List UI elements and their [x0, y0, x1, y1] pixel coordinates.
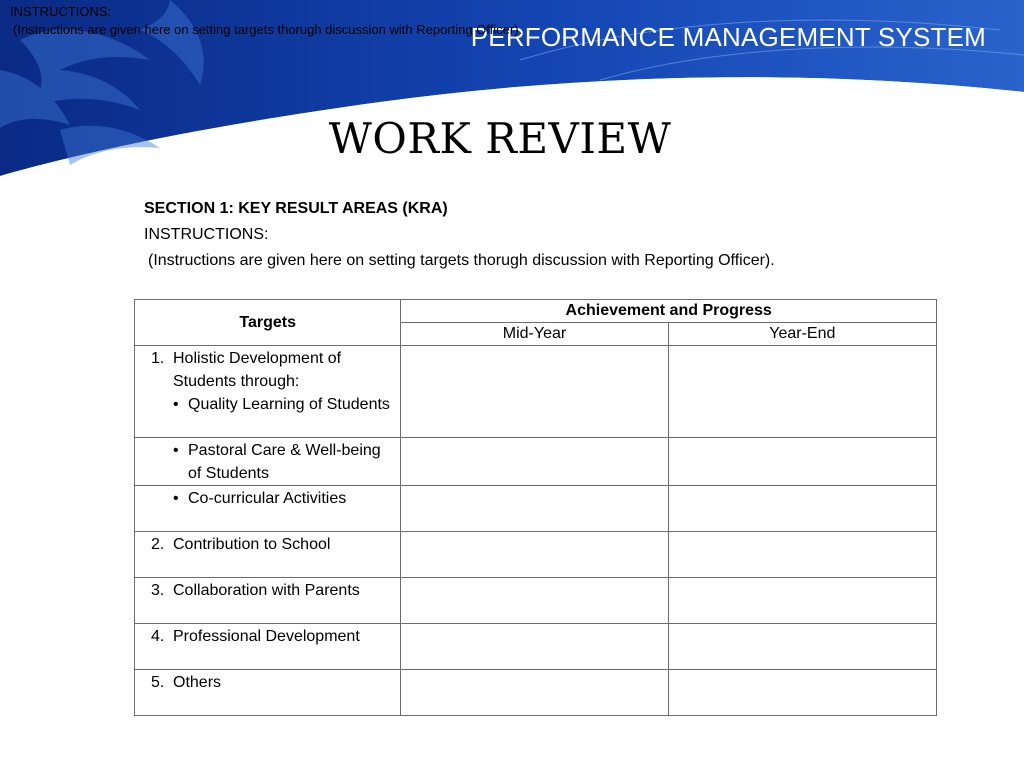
table-row: [135, 486, 937, 532]
year-end-cell[interactable]: [668, 624, 936, 670]
numbered-item: [151, 671, 394, 694]
col-header-mid-year: Mid-Year: [401, 323, 668, 346]
overlay-instructions-label: INSTRUCTIONS:: [10, 4, 112, 19]
mid-year-cell[interactable]: [401, 624, 668, 670]
mid-year-cell[interactable]: [401, 670, 668, 716]
table-row: [135, 578, 937, 624]
mid-year-cell[interactable]: [401, 346, 668, 438]
item-number: 2.: [151, 536, 165, 553]
table-header-row-1: [135, 300, 937, 323]
bullet-icon: •: [173, 490, 179, 507]
target-cell: [135, 670, 401, 716]
year-end-cell[interactable]: [668, 438, 936, 486]
year-end-cell[interactable]: [668, 532, 936, 578]
system-title: PERFORMANCE MANAGEMENT SYSTEM: [470, 22, 986, 52]
kra-table: [134, 299, 937, 716]
numbered-item: [151, 625, 394, 648]
section-heading: SECTION 1: KEY RESULT AREAS (KRA): [144, 200, 448, 217]
item-number: 1.: [151, 350, 165, 367]
bullet-item: [151, 487, 394, 510]
year-end-cell[interactable]: [668, 486, 936, 532]
year-end-cell[interactable]: [668, 670, 936, 716]
col-header-targets: Targets: [135, 300, 401, 346]
target-cell: [135, 486, 401, 532]
col-header-achievement: Achievement and Progress: [401, 300, 937, 323]
table-row: [135, 438, 937, 486]
table-row: [135, 670, 937, 716]
page-title: WORK REVIEW: [328, 114, 672, 163]
overlay-instructions-text: (Instructions are given here on setting targets thorugh discussion with Reporting Officer).: [13, 22, 523, 37]
item-text: Contribution to School: [173, 536, 331, 553]
bullet-item: [151, 439, 394, 485]
mid-year-cell[interactable]: [401, 532, 668, 578]
mid-year-cell[interactable]: [401, 486, 668, 532]
target-cell: [135, 438, 401, 486]
table-row: [135, 532, 937, 578]
section-instructions-text: (Instructions are given here on setting targets thorugh discussion with Reporting Officer).: [148, 252, 775, 269]
bullet-item: [151, 393, 394, 416]
item-number: 5.: [151, 674, 165, 691]
table-row: [135, 624, 937, 670]
overlay-instructions: [10, 3, 522, 39]
item-text: Others: [173, 674, 222, 691]
mid-year-cell[interactable]: [401, 578, 668, 624]
col-header-year-end: Year-End: [668, 323, 936, 346]
table-row: [135, 346, 937, 438]
bullet-text: Quality Learning of Students: [188, 396, 390, 413]
bullet-icon: •: [173, 396, 179, 413]
bullet-icon: •: [173, 442, 179, 459]
year-end-cell[interactable]: [668, 578, 936, 624]
item-text: Collaboration with Parents: [173, 582, 360, 599]
item-number: 3.: [151, 582, 165, 599]
target-cell: [135, 532, 401, 578]
target-cell: [135, 346, 401, 438]
mid-year-cell[interactable]: [401, 438, 668, 486]
numbered-item: [151, 347, 394, 393]
bullet-text: Pastoral Care & Well-being of Students: [188, 442, 381, 482]
bullet-text: Co-curricular Activities: [188, 490, 347, 507]
year-end-cell[interactable]: [668, 346, 936, 438]
numbered-item: [151, 533, 394, 556]
item-text: Holistic Development of Students through:: [173, 350, 342, 390]
item-text: Professional Development: [173, 628, 360, 645]
numbered-item: [151, 579, 394, 602]
item-number: 4.: [151, 628, 165, 645]
target-cell: [135, 624, 401, 670]
section-block: [144, 196, 775, 274]
section-instructions-label: INSTRUCTIONS:: [144, 226, 269, 243]
target-cell: [135, 578, 401, 624]
